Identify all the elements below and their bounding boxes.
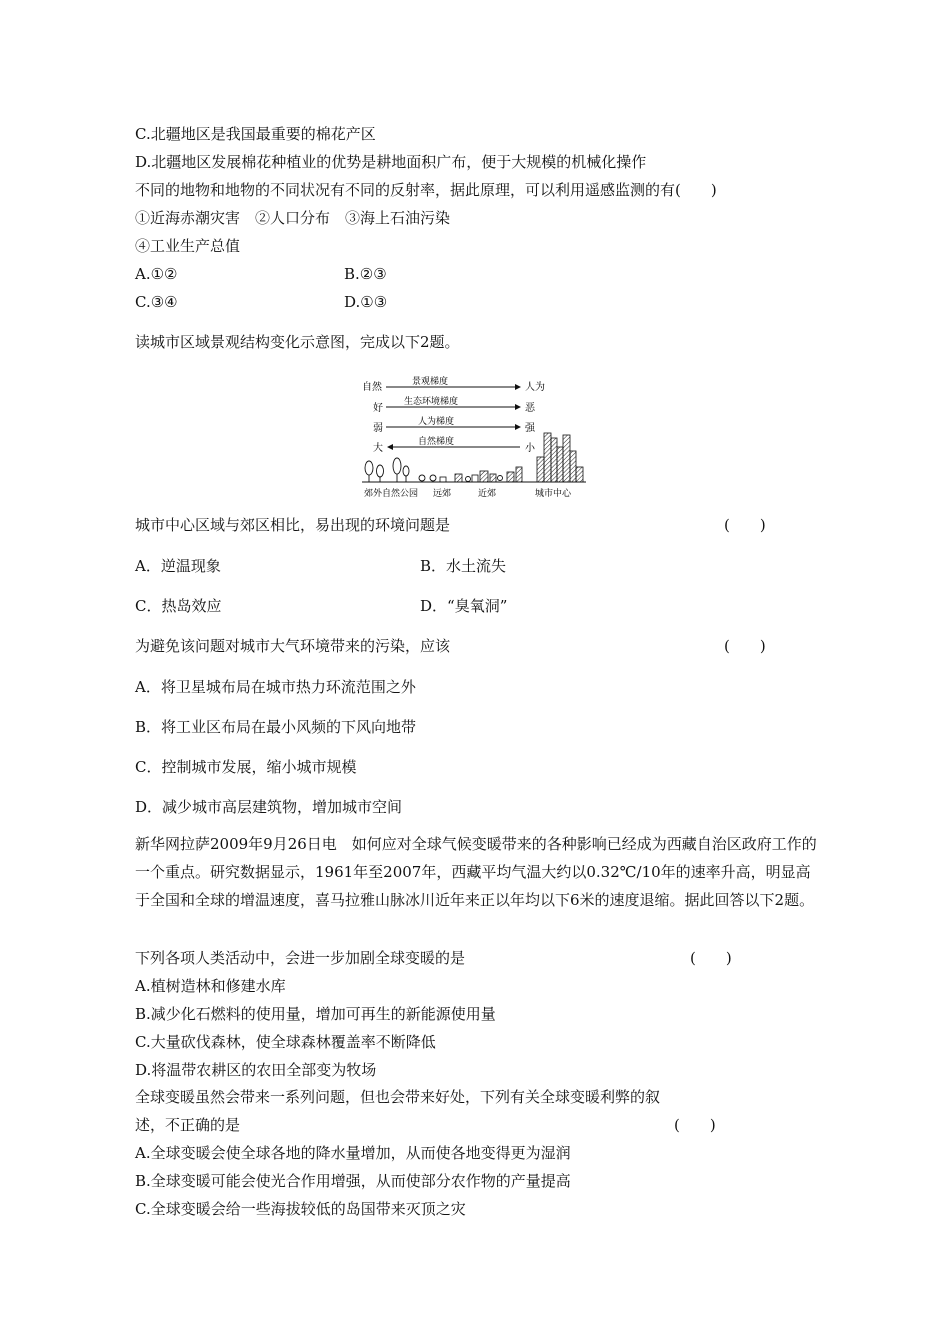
remote-question-stem: 不同的地物和地物的不同状况有不同的反射率，据此原理，可以利用遥感监测的有( ) (135, 181, 717, 199)
city-q2-stem: 为避免该问题对城市大气环境带来的污染，应该 (135, 637, 451, 655)
remote-option-a: A.①② (135, 265, 178, 283)
urban-landscape-figure (360, 375, 592, 505)
warm-q1-option-a: A.植树造林和修建水库 (135, 977, 286, 995)
figure-row4-right: 小 (525, 443, 535, 454)
city-q2-option-a: A．将卫星城布局在城市热力环流范围之外 (135, 678, 416, 696)
city-q1-stem: 城市中心区域与郊区相比，易出现的环境问题是 (135, 516, 451, 534)
figure-row2-left: 好 (373, 403, 383, 414)
figure-row2-mid: 生态环境梯度 (404, 397, 459, 407)
city-q2-option-b: B．将工业区布局在最小风频的下风向地带 (135, 718, 417, 736)
figure-row2-right: 恶 (525, 403, 535, 414)
figure-row4-left: 大 (373, 443, 383, 454)
remote-option-b: B.②③ (344, 265, 387, 283)
warm-q1-bracket: ( ) (690, 949, 732, 967)
figure-row3-left: 弱 (373, 423, 383, 434)
city-q2-option-d: D．减少城市高层建筑物，增加城市空间 (135, 798, 403, 816)
warm-q2-option-a: A.全球变暖会使全球各地的降水量增加，从而使各地变得更为湿润 (135, 1144, 571, 1162)
zone-label-city-center: 城市中心 (535, 489, 572, 499)
city-q1-option-a: A．逆温现象 (135, 557, 221, 575)
figure-row3-right: 强 (525, 423, 535, 434)
warm-q1-option-c: C.大量砍伐森林，使全球森林覆盖率不断降低 (135, 1033, 436, 1051)
buildings (440, 433, 583, 482)
warm-q2-stem-line1: 全球变暖虽然会带来一系列问题，但也会带来好处，下列有关全球变暖利弊的叙 (135, 1088, 661, 1106)
city-q1-bracket: ( ) (724, 516, 766, 534)
zone-label-inner-suburb: 近郊 (478, 489, 497, 499)
figure-row1-mid: 景观梯度 (412, 377, 449, 387)
news-paragraph: 新华网拉萨2009年9月26日电 如何应对全球气候变暖带来的各种影响已经成为西藏自治区政府工作的一个重点。研究数据显示，1961年至2007年，西藏平均气温大约以0.32℃/10年的速率升高，明显高于全国和全球的增温速度，喜马拉雅山脉冰川近年来正以年均以下6米的速度退缩。据此回答以下2题。 (135, 835, 817, 909)
city-q1-option-b: B．水土流失 (420, 557, 507, 575)
city-q2-bracket: ( ) (724, 637, 766, 655)
figure-row3-mid: 人为梯度 (418, 417, 455, 427)
zone-label-outer-suburb: 远郊 (433, 489, 452, 499)
figure-row4-mid: 自然梯度 (418, 437, 455, 447)
city-q2-option-c: C．控制城市发展，缩小城市规模 (135, 758, 357, 776)
remote-items-line1: ①近海赤潮灾害 ②人口分布 ③海上石油污染 (135, 209, 451, 227)
figure-row1-right: 人为 (525, 382, 545, 393)
warm-q1-stem: 下列各项人类活动中，会进一步加剧全球变暖的是 (135, 949, 466, 967)
city-q1-option-d: D．“臭氧洞” (420, 597, 508, 615)
remote-items-line2: ④工业生产总值 (135, 237, 241, 255)
warm-q2-option-c: C.全球变暖会给一些海拔较低的岛国带来灭顶之灾 (135, 1200, 466, 1218)
warm-q2-bracket: ( ) (674, 1116, 716, 1134)
warm-q1-option-d: D.将温带农耕区的农田全部变为牧场 (135, 1061, 377, 1079)
warm-q2-stem-line2: 述，不正确的是 (135, 1116, 241, 1134)
warm-q1-option-b: B.减少化石燃料的使用量，增加可再生的新能源使用量 (135, 1005, 496, 1023)
warm-q2-option-b: B.全球变暖可能会使光合作用增强，从而使部分农作物的产量提高 (135, 1172, 571, 1190)
city-intro: 读城市区域景观结构变化示意图，完成以下2题。 (135, 333, 460, 351)
prev-option-d: D.北疆地区发展棉花种植业的优势是耕地面积广布，便于大规模的机械化操作 (135, 153, 647, 171)
remote-option-c: C.③④ (135, 293, 178, 311)
prev-option-c: C.北疆地区是我国最重要的棉花产区 (135, 125, 376, 143)
zone-label-park: 郊外自然公园 (364, 489, 419, 499)
city-q1-option-c: C．热岛效应 (135, 597, 222, 615)
figure-row1-left: 自然 (362, 382, 382, 393)
remote-option-d: D.①③ (344, 293, 388, 311)
